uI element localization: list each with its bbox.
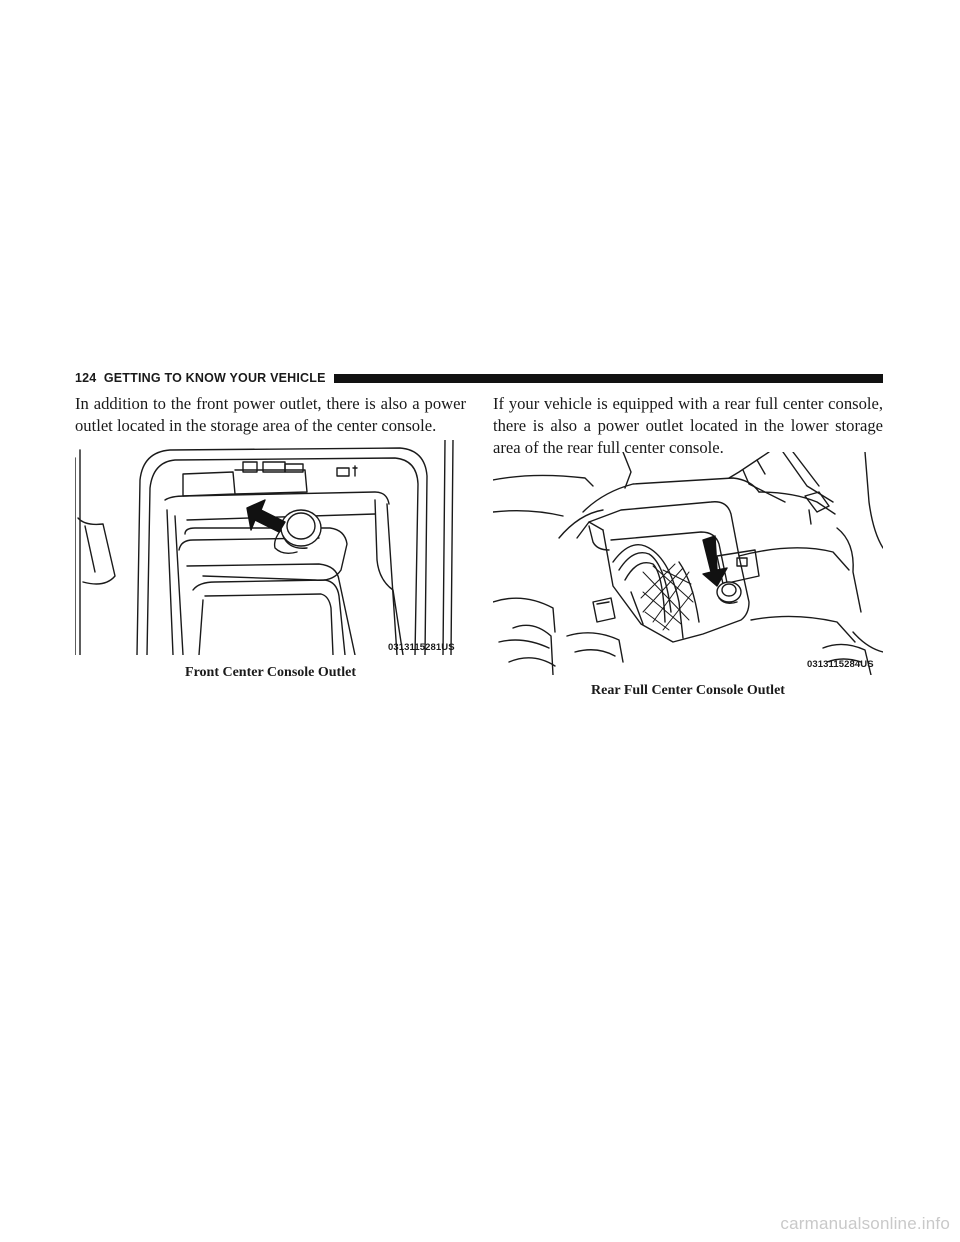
rear-figure-caption: Rear Full Center Console Outlet xyxy=(591,683,785,698)
left-paragraph xyxy=(75,393,466,437)
watermark: carmanualsonline.info xyxy=(780,1214,950,1233)
right-paragraph-line: If your vehicle is equipped with a rear full center console, xyxy=(493,394,883,413)
front-figure-caption: Front Center Console Outlet xyxy=(185,665,356,680)
rear-console-figure xyxy=(493,452,883,675)
left-paragraph-line: outlet located in the storage area of the center console. xyxy=(75,416,437,435)
right-paragraph-line: there is also a power outlet located in the lower storage xyxy=(493,416,883,435)
front-figure-code: 0313115281US xyxy=(388,642,455,653)
section-title: GETTING TO KNOW YOUR VEHICLE xyxy=(103,371,326,385)
rear-console-illustration xyxy=(493,452,883,675)
header-rule xyxy=(334,374,883,383)
left-paragraph-line: In addition to the front power outlet, there is also a power xyxy=(75,394,466,413)
front-console-illustration xyxy=(75,440,466,655)
page-number: 124 xyxy=(75,371,97,385)
right-paragraph-line: area of the rear full center console. xyxy=(493,438,724,457)
right-paragraph xyxy=(493,393,883,459)
front-console-figure xyxy=(75,440,466,655)
page-header-text xyxy=(75,371,334,385)
page-header xyxy=(75,370,883,386)
rear-figure-code: 0313115284US xyxy=(807,659,874,670)
